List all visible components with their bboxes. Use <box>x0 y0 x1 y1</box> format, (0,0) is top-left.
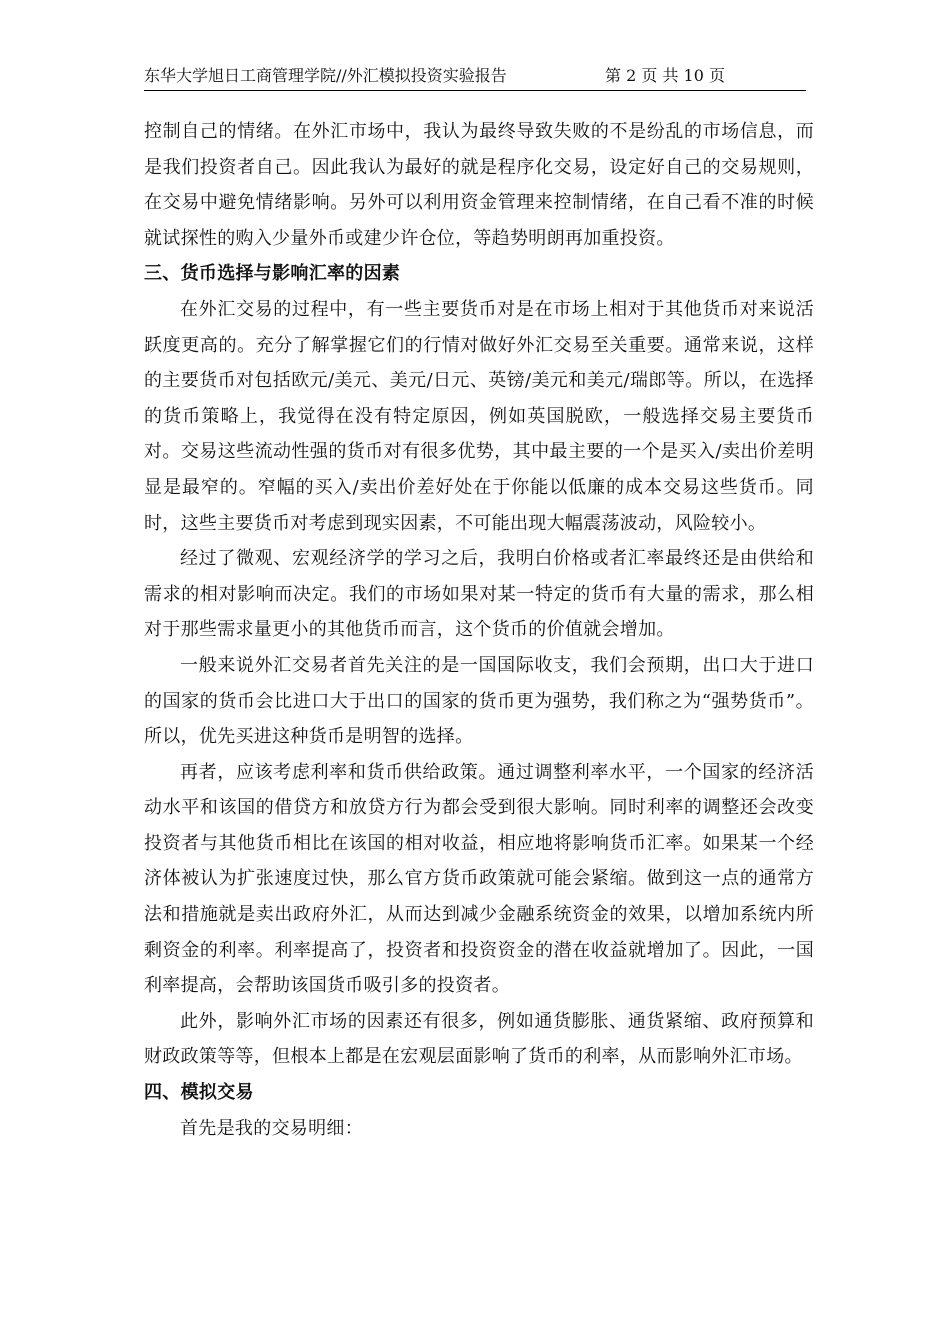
paragraph-other-factors: 此外，影响外汇市场的因素还有很多，例如通货膨胀、通货紧缩、政府预算和财政政策等等，但根本上都是在宏观层面影响了货币的利率，从而影响外汇市场。 <box>144 1010 814 1068</box>
paragraph-major-pairs: 在外汇交易的过程中，有一些主要货币对是在市场上相对于其他货币对来说活跃度更高的。充分了解掌握它们的行情对做好外汇交易至关重要。通常来说，这样的主要货币对包括欧元/美元、美元/日元、英镑/美元和美元/瑞郎等。所以，在选择的货币策略上，我觉得在没有特定原因，例如英国脱欧，一般选择交易主要货币对。交易这些流动性强的货币对有很多优势，其中最主要的一个是买入/卖出价差明显是最窄的。窄幅的买入/卖出价差好处在于你能以低廉的成本交易这些货币。同时，这些主要货币对考虑到现实因素，不可能出现大幅震荡波动，风险较小。 <box>144 298 814 534</box>
paragraph-supply-demand: 经过了微观、宏观经济学的学习之后，我明白价格或者汇率最终还是由供给和需求的相对影响而决定。我们的市场如果对某一特定的货币有大量的需求，那么相对于那些需求量更小的其他货币而言，这个货币的价值就会增加。 <box>144 548 814 641</box>
section-heading-currency-selection: 三、货币选择与影响汇率的因素 <box>144 263 401 285</box>
paragraph-emotion-control: 控制自己的情绪。在外汇市场中，我认为最终导致失败的不是纷乱的市场信息，而是我们投资者自己。因此我认为最好的就是程序化交易，设定好自己的交易规则，在交易中避免情绪影响。另外可以利用资金管理来控制情绪，在自己看不准的时候就试探性的购入少量外币或建少许仓位，等趋势明朗再加重投资。 <box>144 121 814 249</box>
section-heading-simulated-trading: 四、模拟交易 <box>144 1082 254 1104</box>
header-page-info: 第 2 页 共 10 页 <box>605 66 725 85</box>
header-title: 东华大学旭日工商管理学院//外汇模拟投资实验报告 <box>144 66 507 85</box>
paragraph-trade-details-intro: 首先是我的交易明细： <box>180 1117 363 1139</box>
paragraph-interest-rate: 再者，应该考虑利率和货币供给政策。通过调整利率水平，一个国家的经济活动水平和该国的借贷方和放贷方行为都会受到很大影响。同时利率的调整还会改变投资者与其他货币相比在该国的相对收益，相应地将影响货币汇率。如果某一个经济体被认为扩张速度过快，那么官方货币政策就可能会紧缩。做到这一点的通常方法和措施就是卖出政府外汇，从而达到减少金融系统资金的效果，以增加系统内所剩资金的利率。利率提高了，投资者和投资资金的潜在收益就增加了。因此，一国利率提高，会帮助该国货币吸引多的投资者。 <box>144 761 814 997</box>
page-header <box>144 66 806 91</box>
paragraph-balance-of-payments: 一般来说外汇交易者首先关注的是一国国际收支，我们会预期，出口大于进口的国家的货币会比进口大于出口的国家的货币更为强势，我们称之为“强势货币”。所以，优先买进这种货币是明智的选择。 <box>144 654 814 748</box>
document-body <box>144 114 814 1146</box>
